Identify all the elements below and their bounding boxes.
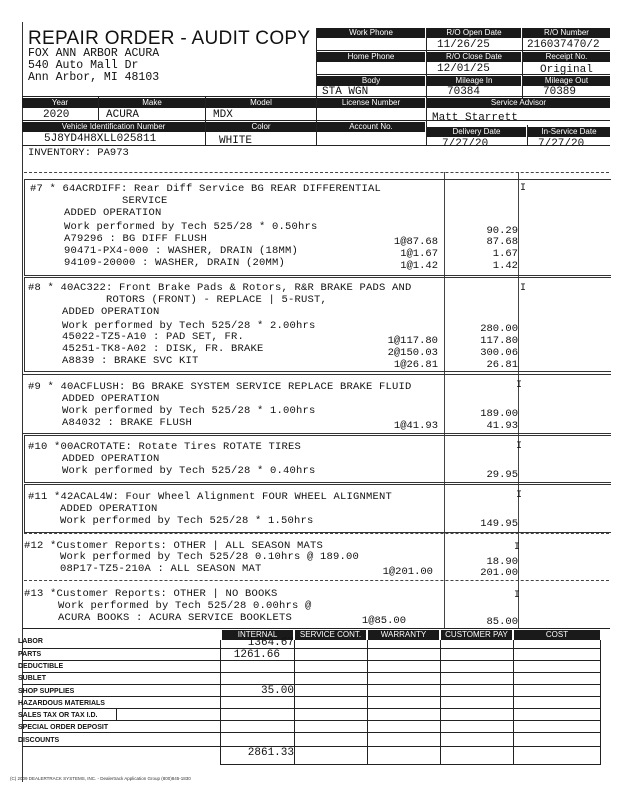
- part-line: 08P17-TZ5-210A : ALL SEASON MAT: [60, 563, 262, 575]
- ro-close-label: R/O Close Date: [427, 52, 521, 62]
- totals-row-label: HAZARDOUS MATERIALS: [18, 700, 105, 707]
- part-qty: 1@201.00: [382, 566, 433, 578]
- status-flag: I: [514, 542, 521, 553]
- line-amount: 1.42: [492, 260, 518, 272]
- advisor-label: Service Advisor: [427, 98, 610, 108]
- op-line: ADDED OPERATION: [62, 393, 160, 405]
- op-line: #13 *Customer Reports: OTHER | NO BOOKS: [24, 588, 278, 600]
- op-line: ADDED OPERATION: [62, 306, 160, 318]
- ro-number-label: R/O Number: [523, 28, 610, 38]
- dealer-city: Ann Arbor, MI 48103: [28, 71, 160, 84]
- model-value: MDX: [213, 109, 233, 121]
- status-flag: I: [516, 441, 523, 452]
- receipt-value: Original: [540, 64, 593, 76]
- model-label: Model: [206, 98, 316, 108]
- mileage-in-value: 70384: [447, 86, 481, 98]
- op-line: #12 *Customer Reports: OTHER | ALL SEASON MATS: [24, 540, 324, 552]
- status-flag: I: [520, 283, 527, 294]
- totals-row-label: SUBLET: [18, 675, 46, 682]
- op-line: #10 *00ACROTATE: Rotate Tires ROTATE TIRES: [28, 441, 302, 453]
- dealer-street: 540 Auto Mall Dr: [28, 59, 139, 72]
- line-amount: 300.06: [480, 347, 518, 359]
- line-amount: 149.95: [480, 518, 518, 530]
- year-value: 2020: [43, 109, 70, 121]
- body-value: STA WGN: [322, 86, 369, 98]
- year-label: Year: [22, 98, 98, 108]
- part-qty: 1@87.68: [393, 236, 438, 248]
- part-qty: 2@150.03: [387, 347, 438, 359]
- work-phone-label: Work Phone: [317, 28, 425, 38]
- mileage-out-label: Mileage Out: [523, 76, 610, 86]
- op-line: ADDED OPERATION: [60, 503, 158, 515]
- ro-close-value: 12/01/25: [437, 63, 490, 75]
- inservice-label: In-Service Date: [528, 127, 610, 137]
- totals-header-customer-pay: CUSTOMER PAY: [441, 630, 512, 640]
- color-value: WHITE: [219, 135, 253, 147]
- receipt-label: Receipt No.: [523, 52, 610, 62]
- part-qty: 1@1.42: [400, 260, 438, 272]
- part-qty: 1@41.93: [393, 420, 438, 432]
- part-line: 94109-20000 : WASHER, DRAIN (20MM): [64, 257, 286, 269]
- body-label: Body: [317, 76, 425, 86]
- parts-internal: 1261.66: [233, 649, 280, 661]
- part-line: 45251-TK8-A02 : DISK, FR. BRAKE: [62, 343, 264, 355]
- part-line: ACURA BOOKS : ACURA SERVICE BOOKLETS: [58, 612, 293, 624]
- op-line: SERVICE: [122, 195, 168, 207]
- op-line: #8 * 40AC322: Front Brake Pads & Rotors, R&R BRAKE PADS AND: [28, 282, 412, 294]
- status-flag: I: [516, 380, 523, 391]
- line-amount: 29.95: [486, 469, 518, 481]
- op-line: Work performed by Tech 525/28 * 1.50hrs: [60, 515, 314, 527]
- ro-open-label: R/O Open Date: [427, 28, 521, 38]
- totals-row-label: PARTS: [18, 651, 42, 658]
- home-phone-label: Home Phone: [317, 52, 425, 62]
- total-internal: 2861.33: [247, 747, 294, 759]
- delivery-value: 7/27/20: [442, 138, 489, 150]
- line-amount: 1.67: [492, 248, 518, 260]
- delivery-label: Delivery Date: [427, 127, 526, 137]
- color-label: Color: [206, 122, 316, 132]
- vin-value: 5J8YD4H8XLL025811: [44, 133, 157, 145]
- account-label: Account No.: [317, 122, 425, 132]
- op-line: ADDED OPERATION: [62, 453, 160, 465]
- make-label: Make: [99, 98, 205, 108]
- line-amount: 90.29: [486, 225, 518, 237]
- part-qty: 1@117.80: [387, 335, 438, 347]
- op-line: Work performed by Tech 525/28 * 0.40hrs: [62, 465, 316, 477]
- op-line: Work performed by Tech 525/28 0.10hrs @ 189.00: [60, 551, 360, 563]
- part-line: A79296 : BG DIFF FLUSH: [64, 233, 208, 245]
- part-line: 45022-TZ5-A10 : PAD SET, FR.: [62, 331, 245, 343]
- dealer-name: FOX ANN ARBOR ACURA: [28, 47, 160, 60]
- op-line: Work performed by Tech 525/28 0.00hrs @: [58, 600, 312, 612]
- totals-row-label: DISCOUNTS: [18, 737, 60, 744]
- totals-header-internal: INTERNAL: [222, 630, 293, 640]
- make-value: ACURA: [106, 109, 140, 121]
- inventory: INVENTORY: PA973: [28, 147, 129, 159]
- copyright-footer: (C) 2009 DEALERTRACK SYSTEMS, INC. - Dealertrack Application Group (800)845-1830: [10, 776, 191, 781]
- part-line: A84032 : BRAKE FLUSH: [62, 417, 193, 429]
- vin-label: Vehicle Identification Number: [22, 122, 205, 132]
- ro-open-value: 11/26/25: [437, 39, 490, 51]
- line-amount: 85.00: [486, 616, 518, 628]
- part-qty: 1@85.00: [361, 615, 406, 627]
- line-amount: 117.80: [480, 335, 518, 347]
- mileage-out-value: 70389: [543, 86, 577, 98]
- line-amount: 18.90: [486, 556, 518, 568]
- line-amount: 201.00: [480, 567, 518, 579]
- op-line: #11 *42ACAL4W: Four Wheel Alignment FOUR WHEEL ALIGNMENT: [28, 491, 393, 503]
- mileage-in-label: Mileage In: [427, 76, 521, 86]
- op-line: Work performed by Tech 525/28 * 2.00hrs: [62, 320, 316, 332]
- part-qty: 1@26.81: [393, 359, 438, 371]
- part-qty: 1@1.67: [400, 248, 438, 260]
- op-line: Work performed by Tech 525/28 * 0.50hrs: [64, 221, 318, 233]
- advisor-value: Matt Starrett: [432, 112, 518, 124]
- line-amount: 189.00: [480, 408, 518, 420]
- totals-row-label: SPECIAL ORDER DEPOSIT: [18, 724, 109, 731]
- line-amount: 280.00: [480, 323, 518, 335]
- op-line: #9 * 40ACFLUSH: BG BRAKE SYSTEM SERVICE REPLACE BRAKE FLUID: [28, 381, 412, 393]
- totals-header-warranty: WARRANTY: [368, 630, 439, 640]
- totals-header-service-cont: SERVICE CONT.: [295, 630, 366, 640]
- line-amount: 26.81: [486, 359, 518, 371]
- license-label: License Number: [317, 98, 425, 108]
- ro-number-value: 216037470/2: [527, 39, 600, 51]
- labor-internal: 1364.67: [247, 637, 294, 649]
- op-line: ROTORS (FRONT) - REPLACE | 5-RUST,: [106, 294, 328, 306]
- part-line: A8839 : BRAKE SVC KIT: [62, 355, 199, 367]
- op-line: ADDED OPERATION: [64, 207, 162, 219]
- totals-row-label: SALES TAX OR TAX I.D.: [18, 712, 98, 719]
- totals-row-label: DEDUCTIBLE: [18, 663, 64, 670]
- op-line: Work performed by Tech 525/28 * 1.00hrs: [62, 405, 316, 417]
- line-amount: 87.68: [486, 236, 518, 248]
- shop-supplies-internal: 35.00: [260, 685, 294, 697]
- status-flag: I: [514, 590, 521, 601]
- totals-row-label: LABOR: [18, 638, 43, 645]
- part-line: 90471-PX4-000 : WASHER, DRAIN (18MM): [64, 245, 299, 257]
- totals-header-cost: COST: [514, 630, 600, 640]
- inservice-value: 7/27/20: [538, 138, 585, 150]
- op-line: #7 * 64ACRDIFF: Rear Diff Service BG REAR DIFFERENTIAL: [30, 183, 382, 195]
- page-title: REPAIR ORDER - AUDIT COPY: [28, 28, 311, 49]
- status-flag: I: [520, 183, 527, 194]
- totals-row-label: SHOP SUPPLIES: [18, 688, 75, 695]
- line-amount: 41.93: [486, 420, 518, 432]
- status-flag: I: [516, 490, 523, 501]
